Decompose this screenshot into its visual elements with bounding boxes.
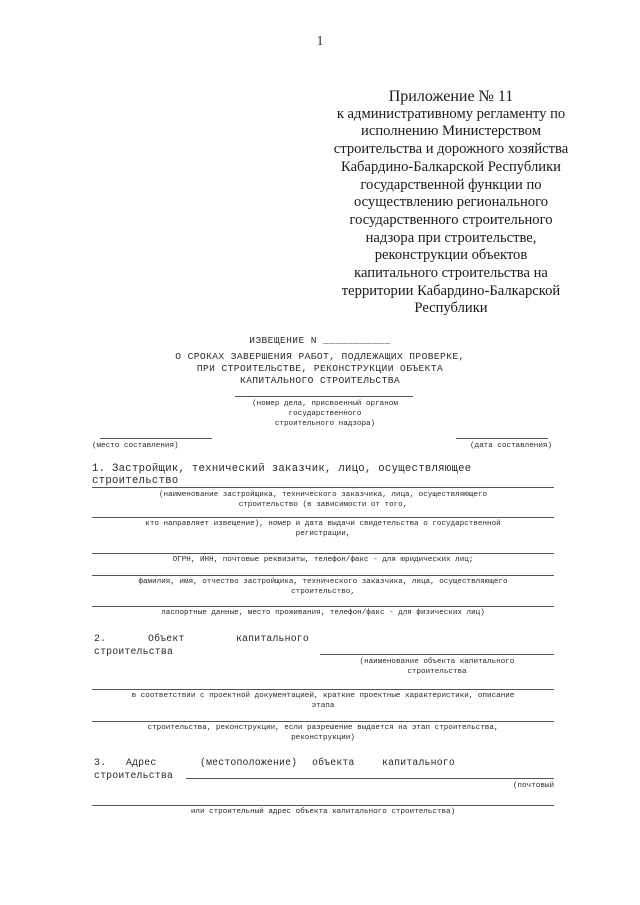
appendix-line: реконструкции объектов (374, 247, 528, 264)
section3-word: объекта (312, 757, 355, 768)
section3-number: 3. (94, 757, 107, 768)
section2-caption: строительства, реконструкции, если разрешение выдается на этап строительства, реконструкции) (147, 724, 499, 742)
appendix-line: государственного строительного (349, 211, 553, 228)
section1-caption: кто направляет извещение), номер и дата выдачи свидетельства о государственной регистрации, (145, 520, 501, 538)
notice-title: ИЗВЕЩЕНИЕ N ___________ (249, 335, 391, 346)
section3-caption-postal: (почтовый (512, 782, 554, 790)
section3-word: капитального (382, 757, 455, 768)
section2-caption: в соответствии с проектной документацией, краткие проектные характеристики, описание этапа (131, 692, 515, 710)
section3-line (92, 805, 554, 806)
appendix-line: Республики (414, 300, 488, 317)
notice-subtitle-line: О СРОКАХ ЗАВЕРШЕНИЯ РАБОТ, ПОДЛЕЖАЩИХ ПРОВЕРКЕ, (175, 351, 465, 362)
appendix-block (312, 88, 590, 318)
section1-line (92, 553, 554, 554)
section1-caption: фамилия, имя, отчество застройщика, технического заказчика, лица, осуществляющего строительство, (138, 578, 508, 596)
section1-line (92, 487, 554, 488)
section2-line (320, 654, 554, 655)
section2-word: Объект (148, 633, 185, 644)
section2-heading-cont: строительства (94, 646, 174, 657)
section3-word: Адрес (126, 757, 157, 768)
place-caption: (место составления) (92, 442, 179, 450)
date-line (456, 438, 548, 439)
section3-caption: или строительный адрес объекта капитального строительства) (190, 808, 456, 816)
section1-line (92, 606, 554, 607)
section1-line (92, 517, 554, 518)
appendix-line: строительства и дорожного хозяйства (333, 141, 569, 158)
appendix-line: к административному регламенту по (336, 105, 566, 122)
place-line (100, 438, 212, 439)
section1-line (92, 575, 554, 576)
case-number-caption: (номер дела, присвоенный органом государственного строительного надзора) (252, 400, 398, 428)
section3-line (186, 778, 554, 779)
page-number: 1 (316, 34, 324, 49)
appendix-line: территории Кабардино-Балкарской (341, 282, 561, 299)
case-number-line (235, 396, 413, 397)
appendix-line: надзора при строительстве, (365, 229, 537, 246)
appendix-line: государственной функции по (360, 176, 542, 193)
notice-subtitle-line: КАПИТАЛЬНОГО СТРОИТЕЛЬСТВА (239, 375, 401, 386)
section1-caption: (наименование застройщика, технического заказчика, лица, осуществляющего строительство (в зависимости от того, (158, 491, 488, 509)
appendix-line: осуществлению регионального (353, 194, 549, 211)
appendix-line: Кабардино-Балкарской Республики (341, 158, 561, 175)
section1-caption: паспортные данные, место проживания, телефон/факс - для физических лиц) (161, 609, 485, 617)
section2-line (92, 721, 554, 722)
section1-caption: ОГРН, ИНН, почтовые реквизиты, телефон/факс - для юридических лиц; (172, 556, 474, 564)
section2-word: капитального (236, 633, 309, 644)
appendix-line: исполнению Министерством (361, 123, 541, 140)
section3-heading-cont: строительства (94, 770, 174, 781)
section2-line (92, 689, 554, 690)
section3-word: (местоположение) (200, 757, 298, 768)
section1-heading: 1. Застройщик, технический заказчик, лицо, осуществляющее строительство (92, 463, 472, 487)
notice-subtitle-line: ПРИ СТРОИТЕЛЬСТВЕ, РЕКОНСТРУКЦИИ ОБЪЕКТА (196, 363, 444, 374)
section2-number: 2. (94, 633, 107, 644)
appendix-line: капитального строительства на (354, 265, 548, 282)
date-caption: (дата составления) (469, 442, 552, 450)
appendix-title: Приложение № 11 (388, 88, 514, 105)
section2-caption: (наименование объекта капитального строительства (359, 658, 515, 676)
